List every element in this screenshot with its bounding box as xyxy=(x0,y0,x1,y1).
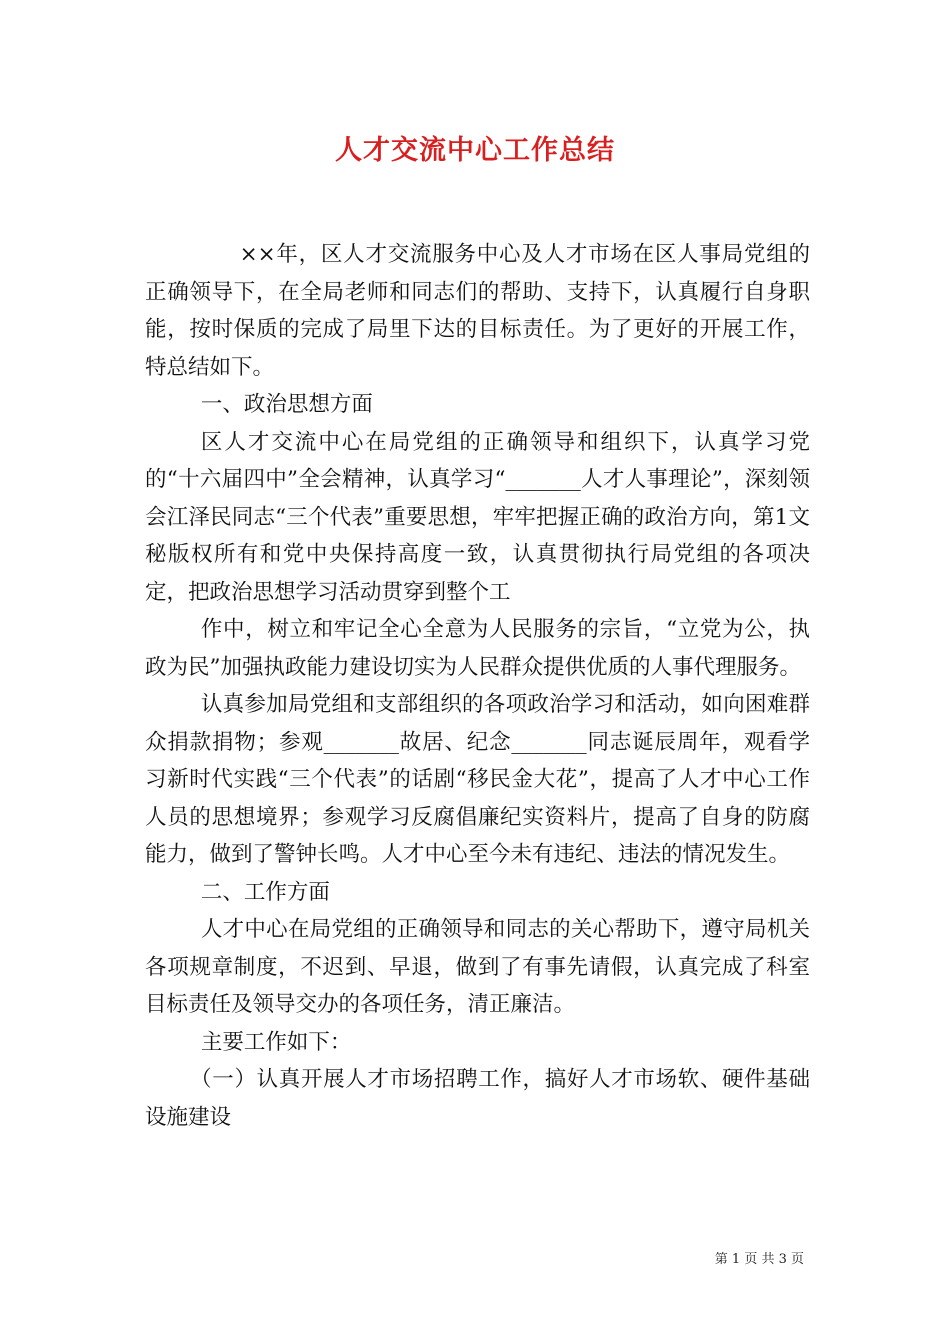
page-number: 第 1 页 共 3 页 xyxy=(714,1252,804,1267)
document-body xyxy=(145,236,810,1136)
section-heading-work: 二、工作方面 xyxy=(200,879,330,905)
intro-paragraph: ××年，区人才交流服务中心及人才市场在区人事局党组的正确领导下，在全局老师和同志们的帮助、支持下，认真履行自身职能，按时保质的完成了局里下达的目标责任。为了更好的开展工作，特总结如下。 xyxy=(145,242,810,380)
document-title: 人才交流中心工作总结 xyxy=(335,135,615,166)
political-paragraph-3: 认真参加局党组和支部组织的各项政治学习和活动，如向困难群众捐款捐物；参观_______故居、纪念_______同志诞辰周年，观看学习新时代实践“三个代表”的话剧“移民金大花”，提高了人才中心工作人员的思想境界；参观学习反腐倡廉纪实资料片，提高了自身的防腐能力，做到了警钟长鸣。人才中心至今未有违纪、违法的情况发生。 xyxy=(145,692,810,867)
work-item-1: （一）认真开展人才市场招聘工作，搞好人才市场软、硬件基础设施建设 xyxy=(145,1067,810,1130)
work-paragraph-1: 人才中心在局党组的正确领导和同志的关心帮助下，遵守局机关各项规章制度，不迟到、早退，做到了有事先请假，认真完成了科室目标责任及领导交办的各项任务，清正廉洁。 xyxy=(145,917,810,1017)
main-work-intro: 主要工作如下： xyxy=(200,1029,352,1055)
section-heading-political: 一、政治思想方面 xyxy=(200,392,373,417)
political-paragraph-2: 作中，树立和牢记全心全意为人民服务的宗旨，“立党为公，执政为民”加强执政能力建设切实为人民群众提供优质的人事代理服务。 xyxy=(145,617,810,680)
political-paragraph-1: 区人才交流中心在局党组的正确领导和组织下，认真学习党的“十六届四中”全会精神，认真学习“_______人才人事理论”，深刻领会江泽民同志“三个代表”重要思想，牢牢把握正确的政治方向，第1文秘版权所有和党中央保持高度一致，认真贯彻执行局党组的各项决定，把政治思想学习活动贯穿到整个工 xyxy=(145,429,810,605)
